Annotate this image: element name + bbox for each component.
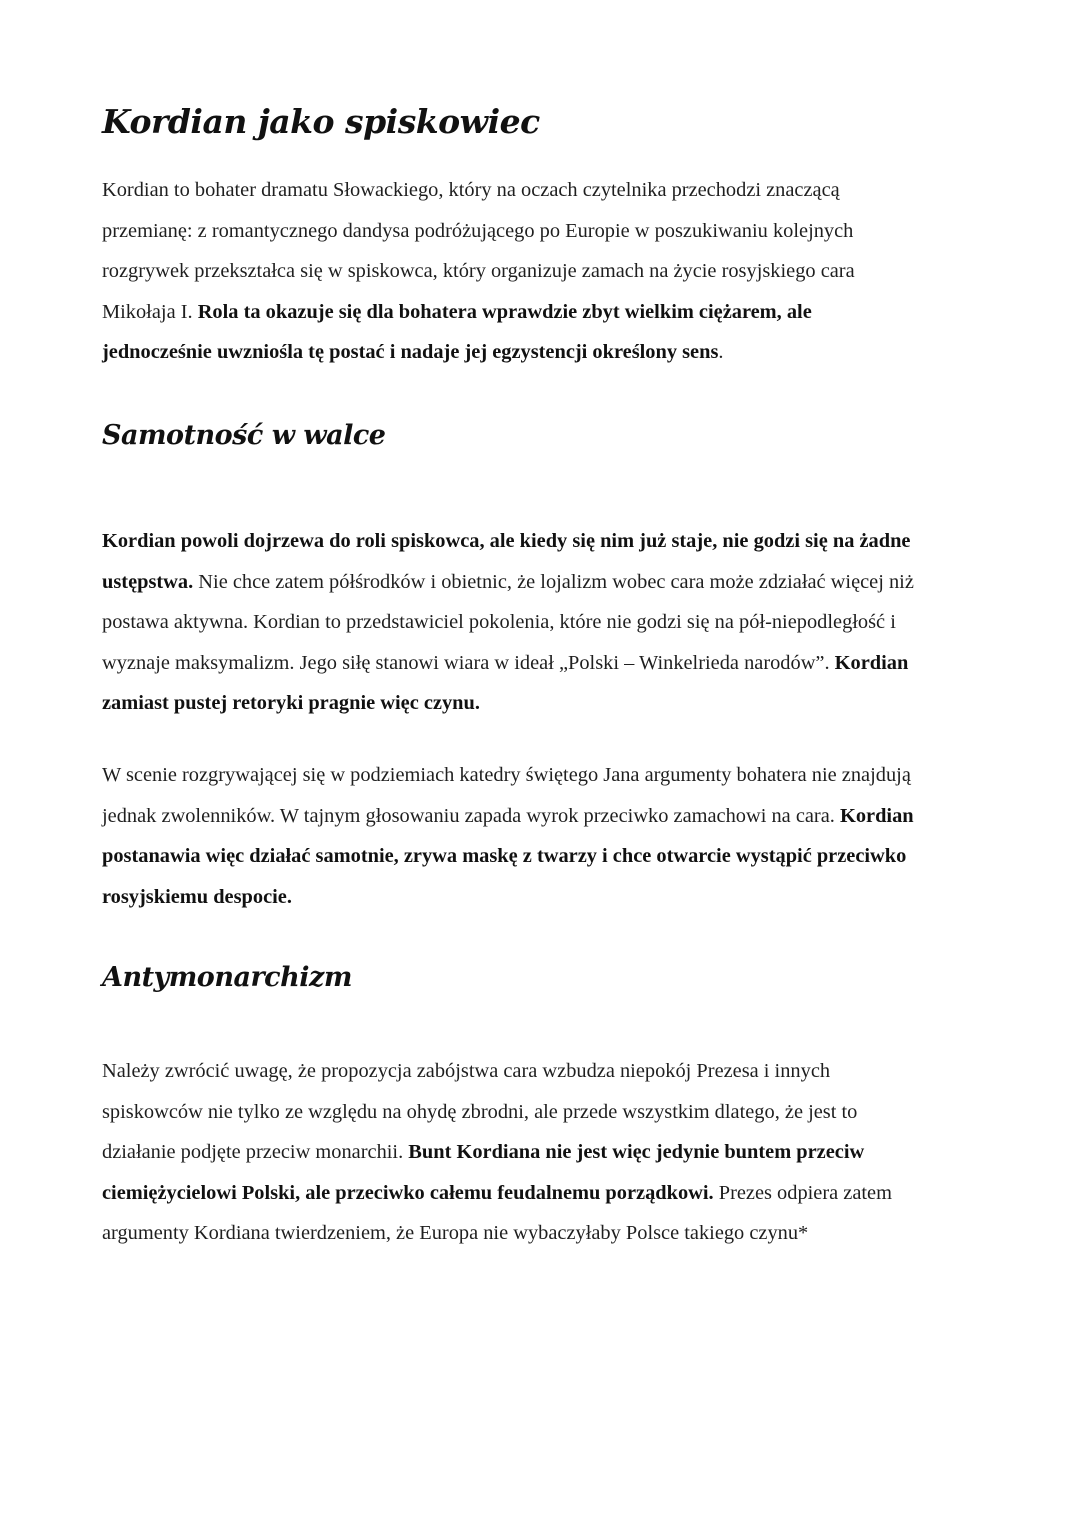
text-run: .	[718, 341, 724, 363]
text-line: argumenty Kordiana twierdzeniem, że Europa nie wybaczyłaby Polsce takiego czynu*	[102, 1222, 809, 1244]
bold-text-run: ustępstwa.	[102, 570, 194, 593]
text-line	[102, 1173, 982, 1214]
text-line	[102, 796, 982, 837]
text-run: działanie podjęte przeciw monarchii.	[102, 1141, 409, 1163]
bold-text-run: ciemiężycielowi Polski, ale przeciwko całemu feudalnemu porządkowi.	[102, 1181, 714, 1204]
text-run: Prezes odpiera zatem	[713, 1181, 892, 1204]
paragraph-scena-podziemia	[102, 755, 982, 917]
text-line: postawa aktywna. Kordian to przedstawiciel pokolenia, które nie godzi się na pół-niepodległość i	[102, 611, 896, 633]
bold-text-run: Kordian	[834, 651, 909, 674]
bold-text-run: jednocześnie uwzniośla tę postać i nadaje jej egzystencji określony sens	[102, 341, 719, 363]
bold-text-run: zamiast pustej retoryki pragnie więc czynu.	[102, 692, 480, 714]
paragraph-dojrzewanie	[102, 521, 982, 724]
bold-text-run: Kordian powoli dojrzewa do roli spiskowca, ale kiedy się nim już staje, nie godzi się na żadne	[102, 530, 911, 552]
section-heading-samotnosc-w-walce: Samotność w walce	[102, 420, 386, 451]
paragraph-kordian-intro	[102, 170, 982, 373]
section-heading-antymonarchizm: Antymonarchizm	[102, 962, 352, 993]
text-line: Należy zwrócić uwagę, że propozycja zabójstwa cara wzbudza niepokój Prezesa i innych	[102, 1060, 831, 1082]
text-line	[102, 521, 982, 562]
text-line	[102, 292, 982, 333]
text-line	[102, 877, 982, 918]
bold-text-run: rosyjskiemu despocie.	[102, 885, 292, 908]
text-line: Kordian to bohater dramatu Słowackiego, który na oczach czytelnika przechodzi znaczącą	[102, 179, 840, 201]
text-run: jednak zwolenników. W tajnym głosowaniu zapada wyrok przeciwko zamachowi na cara.	[102, 804, 840, 827]
bold-text-run: Bunt Kordiana nie jest więc jedynie buntem przeciw	[408, 1141, 865, 1163]
text-line: przemianę: z romantycznego dandysa podróżującego po Europie w poszukiwaniu kolejnych	[102, 219, 854, 242]
text-line	[102, 1132, 982, 1173]
paragraph-antymonarchizm	[102, 1051, 982, 1254]
text-line	[102, 683, 982, 724]
text-run: Mikołaja I.	[102, 300, 198, 323]
text-line: spiskowców nie tylko ze względu na ohydę zbrodni, ale przede wszystkim dlatego, że jest to	[102, 1100, 858, 1123]
text-line: W scenie rozgrywającej się w podziemiach katedry świętego Jana argumenty bohatera nie znajdują	[102, 764, 911, 786]
text-line	[102, 643, 982, 684]
text-line	[102, 836, 982, 877]
text-line	[102, 562, 982, 603]
bold-text-run: Rola ta okazuje się dla bohatera wprawdzie zbyt wielkim ciężarem, ale	[197, 300, 812, 323]
text-run: wyznaje maksymalizm. Jego siłę stanowi wiara w ideał „Polski – Winkelrieda narodów”.	[102, 651, 835, 674]
text-line: rozgrywek przekształca się w spiskowca, który organizuje zamach na życie rosyjskiego cara	[102, 260, 855, 282]
bold-text-run: Kordian	[839, 804, 914, 827]
bold-text-run: postanawia więc działać samotnie, zrywa maskę z twarzy i chce otwarcie wystąpić przeciwko	[102, 845, 907, 867]
section-heading-kordian-jako-spiskowiec: Kordian jako spiskowiec	[102, 102, 540, 141]
text-line	[102, 332, 982, 373]
text-run: Nie chce zatem półśrodków i obietnic, że lojalizm wobec cara może zdziałać więcej niż	[193, 570, 914, 593]
